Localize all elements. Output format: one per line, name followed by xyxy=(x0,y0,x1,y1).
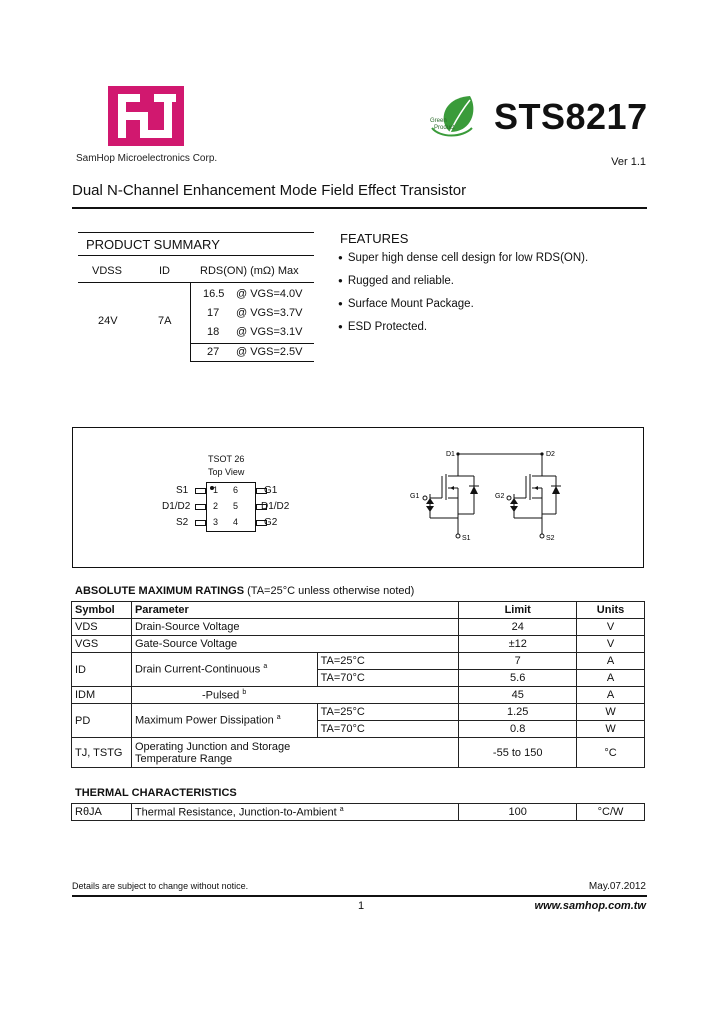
col-symbol: Symbol xyxy=(72,602,132,619)
rds-cond-2: @ VGS=3.7V xyxy=(236,307,303,319)
row-param-cell xyxy=(131,653,317,687)
schem-label-g1: G1 xyxy=(410,493,420,500)
row-unit: W xyxy=(577,704,645,721)
pin-num-6: 6 xyxy=(233,485,239,495)
thermal-table xyxy=(71,803,645,821)
leaf-text-green: Green xyxy=(430,118,447,124)
pin-num-1: 1 xyxy=(213,485,219,495)
col-units: Units xyxy=(577,602,645,619)
schem-label-d1: D1 xyxy=(446,451,455,458)
row-param: Gate-Source Voltage xyxy=(131,636,458,653)
row-param-cell xyxy=(131,704,317,738)
feature-item: ● Surface Mount Package. xyxy=(338,296,588,319)
row-unit: °C/W xyxy=(577,804,645,821)
col-parameter: Parameter xyxy=(131,602,458,619)
row-symbol: RθJA xyxy=(72,804,132,821)
table-row xyxy=(72,636,645,653)
pin-pad xyxy=(195,504,206,510)
pin-label-s2: S2 xyxy=(176,517,189,528)
pin-pad xyxy=(195,488,206,494)
row-unit: W xyxy=(577,721,645,738)
row-unit: °C xyxy=(577,738,645,768)
feature-item: ● Rugged and reliable. xyxy=(338,273,588,296)
features-heading: FEATURES xyxy=(340,231,409,246)
divider xyxy=(72,207,647,209)
summary-vrule xyxy=(190,282,191,361)
row-limit: -55 to 150 xyxy=(459,738,577,768)
summary-rule xyxy=(190,361,314,362)
rds-value-3: 18 xyxy=(207,326,220,338)
feature-item: ● Super high dense cell design for low RDS(ON). xyxy=(338,250,588,273)
row-cond: TA=25°C xyxy=(317,653,459,670)
disclaimer: Details are subject to change without notice. xyxy=(72,881,249,891)
table-header-row xyxy=(72,602,645,619)
pin-pad xyxy=(195,520,206,526)
schem-label-s1: S1 xyxy=(462,535,471,542)
row-limit: 1.25 xyxy=(459,704,577,721)
row-param: Operating Junction and Storage xyxy=(134,740,291,753)
page-number: 1 xyxy=(358,900,365,912)
row-symbol: TJ, TSTG xyxy=(72,738,132,768)
table-row xyxy=(72,804,645,821)
package-name: TSOT 26 xyxy=(208,454,245,464)
row-unit: A xyxy=(577,687,645,704)
vdss-value: 24V xyxy=(98,315,118,327)
col-id: ID xyxy=(159,265,170,277)
pin-num-2: 2 xyxy=(213,501,219,511)
part-number: STS8217 xyxy=(494,96,648,137)
row-unit: V xyxy=(577,636,645,653)
company-name: SamHop Microelectronics Corp. xyxy=(76,153,218,164)
samhop-logo xyxy=(108,86,184,146)
table-row xyxy=(72,687,645,704)
pin-label-s1: S1 xyxy=(176,485,189,496)
row-param: Drain-Source Voltage xyxy=(131,619,458,636)
row-param: Temperature Range xyxy=(134,752,233,765)
summary-rule xyxy=(190,343,314,344)
row-symbol: PD xyxy=(72,704,132,738)
footnote-mark: a xyxy=(263,663,268,671)
page-title: Dual N-Channel Enhancement Mode Field Effect Transistor xyxy=(72,182,467,199)
release-date: May.07.2012 xyxy=(588,881,646,892)
row-unit: V xyxy=(577,619,645,636)
row-limit: 24 xyxy=(459,619,577,636)
product-summary-heading: PRODUCT SUMMARY xyxy=(78,232,314,256)
row-limit: 7 xyxy=(459,653,577,670)
col-limit: Limit xyxy=(459,602,577,619)
pin-label-g1: G1 xyxy=(264,485,278,496)
pin-num-5: 5 xyxy=(233,501,239,511)
table-row xyxy=(72,704,645,721)
rds-value-1: 16.5 xyxy=(203,288,225,300)
row-limit: 5.6 xyxy=(459,670,577,687)
row-unit: A xyxy=(577,653,645,670)
dual-mosfet-schematic xyxy=(400,442,570,548)
row-param-cell xyxy=(131,687,458,704)
schem-label-g2: G2 xyxy=(495,493,505,500)
table-row xyxy=(72,619,645,636)
abs-max-table xyxy=(71,601,645,768)
abs-max-note: (TA=25°C unless otherwise noted) xyxy=(247,585,415,597)
row-param-cell xyxy=(131,738,458,768)
pin-label-d1d2-right: D1/D2 xyxy=(261,501,290,512)
col-vdss: VDSS xyxy=(92,265,122,277)
row-symbol: VGS xyxy=(72,636,132,653)
thermal-heading: THERMAL CHARACTERISTICS xyxy=(75,787,237,799)
row-limit: 45 xyxy=(459,687,577,704)
row-cond: TA=70°C xyxy=(317,721,459,738)
rds-value-2: 17 xyxy=(207,307,220,319)
row-param: Thermal Resistance, Junction-to-Ambient xyxy=(134,806,337,819)
pin-label-d1d2-left: D1/D2 xyxy=(162,501,191,512)
row-cond: TA=70°C xyxy=(317,670,459,687)
col-rds: RDS(ON) (mΩ) Max xyxy=(200,265,299,277)
features-list xyxy=(338,250,588,342)
row-limit: 100 xyxy=(459,804,577,821)
row-param: Maximum Power Dissipation xyxy=(134,714,274,727)
rds-cond-4: @ VGS=2.5V xyxy=(236,346,303,358)
pin-label-g2: G2 xyxy=(264,517,278,528)
pin-num-3: 3 xyxy=(213,517,219,527)
row-param-cell xyxy=(131,804,458,821)
row-symbol: IDM xyxy=(72,687,132,704)
rds-value-4: 27 xyxy=(207,346,220,358)
abs-max-title: ABSOLUTE MAXIMUM RATINGS xyxy=(75,585,245,597)
footnote-mark: a xyxy=(339,805,344,813)
rds-cond-3: @ VGS=3.1V xyxy=(236,326,303,338)
version: Ver 1.1 xyxy=(611,156,646,168)
row-cond: TA=25°C xyxy=(317,704,459,721)
pin-num-4: 4 xyxy=(233,517,239,527)
package-view: Top View xyxy=(208,467,245,477)
row-param: -Pulsed xyxy=(201,689,240,702)
leaf-text-product: Product xyxy=(434,125,455,131)
divider xyxy=(72,895,647,897)
footnote-mark: a xyxy=(276,714,281,722)
summary-rule xyxy=(78,282,314,283)
row-param: Drain Current-Continuous xyxy=(134,663,261,676)
schem-label-d2: D2 xyxy=(546,451,555,458)
footnote-mark: b xyxy=(242,688,247,696)
table-row xyxy=(72,738,645,768)
website-link[interactable]: www.samhop.com.tw xyxy=(534,900,646,912)
row-symbol: ID xyxy=(72,653,132,687)
feature-item: ● ESD Protected. xyxy=(338,319,588,342)
abs-max-heading xyxy=(75,585,414,597)
green-product-leaf-icon xyxy=(428,92,486,138)
schem-label-s2: S2 xyxy=(546,535,555,542)
id-value: 7A xyxy=(158,315,172,327)
row-limit: ±12 xyxy=(459,636,577,653)
row-symbol: VDS xyxy=(72,619,132,636)
rds-cond-1: @ VGS=4.0V xyxy=(236,288,303,300)
table-row xyxy=(72,653,645,670)
row-unit: A xyxy=(577,670,645,687)
row-limit: 0.8 xyxy=(459,721,577,738)
